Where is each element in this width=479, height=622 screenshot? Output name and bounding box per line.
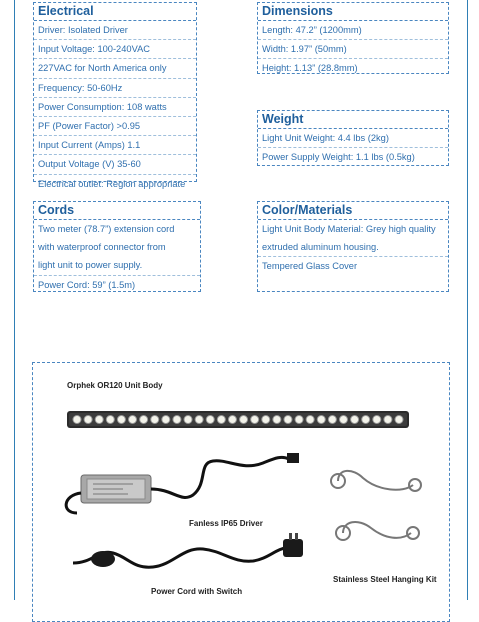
led-dot [140,416,148,424]
cords-section [33,201,201,292]
led-dot [173,416,181,424]
materials-row: Tempered Glass Cover [262,261,358,272]
led-dot [95,416,103,424]
electrical-row: 227VAC for North America only [34,59,196,78]
dimensions-row: Height: 1.13” (28.8mm) [262,63,358,74]
led-dot [306,416,314,424]
electrical-row: Electrical outlet: Region appropriate [38,178,186,189]
led-dot [362,416,370,424]
electrical-row: Frequency: 50-60Hz [34,79,196,98]
electrical-row: Input Voltage: 100-240VAC [34,40,196,59]
weight-section [257,110,449,166]
materials-section [257,201,449,292]
cords-title: Cords [34,202,200,220]
materials-title: Color/Materials [258,202,448,220]
power-cord-caption: Power Cord with Switch [151,587,243,596]
unit-body-caption: Orphek OR120 Unit Body [67,381,163,390]
led-dot [117,416,125,424]
led-dot [384,416,392,424]
cords-row: Two meter (78.7”) extension cord [38,224,175,234]
weight-row: Light Unit Weight: 4.4 lbs (2kg) [258,129,448,148]
dimensions-row: Width: 1.97” (50mm) [258,40,448,59]
electrical-row: Power Consumption: 108 watts [34,98,196,117]
led-dot [251,416,259,424]
electrical-row: Input Current (Amps) 1.1 [34,136,196,155]
led-dot [184,416,192,424]
materials-row: Light Unit Body Material: Grey high quality [262,224,436,234]
led-dot [273,416,281,424]
led-dot [106,416,114,424]
led-dot [317,416,325,424]
dimensions-row: Length: 47.2” (1200mm) [258,21,448,40]
electrical-row: Output Voltage (V) 35-60 [34,155,196,174]
led-dot [395,416,403,424]
led-dot [328,416,336,424]
product-photo [32,362,450,622]
dimensions-section [257,2,449,74]
led-dot [162,416,170,424]
led-dot [195,416,203,424]
weight-row: Power Supply Weight: 1.1 lbs (0.5kg) [262,152,415,163]
led-dot [373,416,381,424]
led-dot [262,416,270,424]
cords-row: with waterproof connector from [38,242,166,253]
led-dot [228,416,236,424]
dimensions-title: Dimensions [258,3,448,21]
driver-caption: Fanless IP65 Driver [189,519,263,528]
cords-row: Power Cord: 59” (1.5m) [38,279,136,290]
cords-row: light unit to power supply. [34,256,200,275]
left-page-border [14,0,15,600]
led-dot [284,416,292,424]
led-dot [73,416,81,424]
led-dot [240,416,248,424]
led-dot [129,416,137,424]
led-light-bar-illustration [33,363,451,603]
weight-title: Weight [258,111,448,129]
electrical-row: Driver: Isolated Driver [34,21,196,40]
electrical-row: PF (Power Factor) >0.95 [34,117,196,136]
led-dot [151,416,159,424]
led-dot [84,416,92,424]
electrical-section [33,2,197,189]
hanging-kit-caption: Stainless Steel Hanging Kit [333,575,437,584]
led-dot [339,416,347,424]
led-dot [351,416,359,424]
electrical-title: Electrical [34,3,196,21]
led-dot [206,416,214,424]
led-dot [217,416,225,424]
right-page-border [467,0,468,600]
materials-row: extruded aluminum housing. [258,238,448,257]
led-dot [295,416,303,424]
